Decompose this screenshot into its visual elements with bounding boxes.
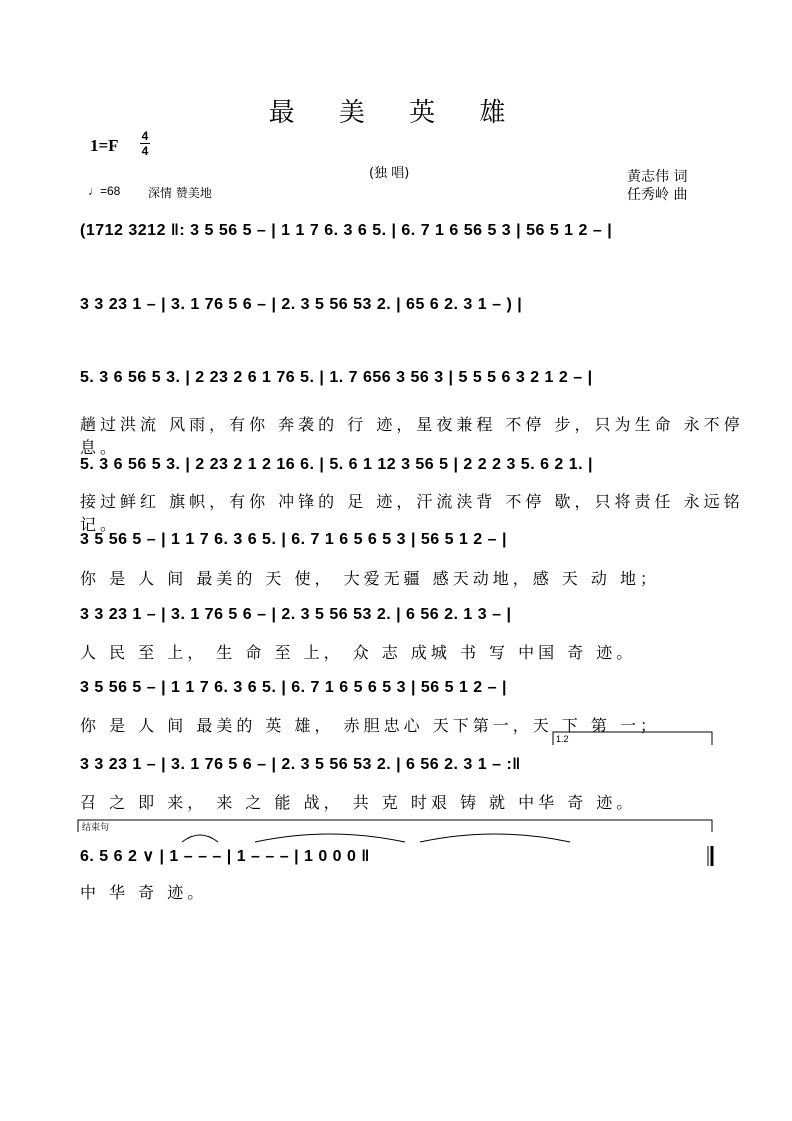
music-line-7: 3 5 56 5 – | 1 1 7 6. 3 6 5. | 6. 7 1 6 5 6 5 3 | 56 5 1 2 – | (80, 679, 507, 696)
music-line-8: 3 3 23 1 – | 3. 1 76 5 6 – | 2. 3 5 56 53 2. | 6 56 2. 3 1 – :‖ (80, 756, 521, 773)
music-line-9: 6. 5 6 2 ∨ | 1 – – – | 1 – – – | 1 0 0 0 ‖ (80, 848, 370, 865)
tempo-marking: ♩=68 (88, 184, 121, 198)
key-signature: 1=F (90, 136, 119, 155)
time-signature-top: 4 (141, 129, 149, 143)
music-line-5: 3 5 56 5 – | 1 1 7 6. 3 6 5. | 6. 7 1 6 5 6 5 3 | 56 5 1 2 – | (80, 531, 507, 548)
coda-label: 结束句 (82, 822, 110, 832)
composer-credit: 任秀岭 曲 (627, 187, 688, 203)
song-title: 最 美 英 雄 (268, 98, 524, 128)
expression-marking: 深情 赞美地 (148, 186, 212, 200)
lyric-line-7: 中 华 奇 迹。 (80, 883, 208, 902)
lyric-line-4: 人 民 至 上， 生 命 至 上， 众 志 成城 书 写 中国 奇 迹。 (80, 643, 637, 662)
lyric-line-3: 你 是 人 间 最美的 天 使， 大爱无疆 感天动地，感 天 动 地； (80, 569, 660, 588)
lyric-line-5: 你 是 人 间 最美的 英 雄， 赤胆忠心 天下第一，天 下 第 一； (80, 716, 660, 735)
lyric-line-1: 趟过洪流 风雨，有你 奔袭的 行 迹，星夜兼程 不停 步，只为生命 永不停 息。 (80, 415, 744, 457)
lyric-line-6: 召 之 即 来， 来 之 能 战， 共 克 时艰 铸 就 中华 奇 迹。 (80, 793, 637, 812)
music-line-6: 3 3 23 1 – | 3. 1 76 5 6 – | 2. 3 5 56 53 2. | 6 56 2. 1 3 – | (80, 606, 512, 623)
lyric-line-2: 接过鲜红 旗帜，有你 冲锋的 足 迹，汗流浃背 不停 歇，只将责任 永远铭 记。 (80, 492, 744, 534)
lyricist-credit: 黄志伟 词 (627, 169, 688, 185)
music-line-4: 5. 3 6 56 5 3. | 2 23 2 1 2 16 6. | 5. 6 1 12 3 56 5 | 2 2 2 3 5. 6 2 1. | (80, 456, 594, 473)
volta-label: 1.2 (556, 734, 569, 744)
music-line-2: 3 3 23 1 – | 3. 1 76 5 6 – | 2. 3 5 56 53 2. | 65 6 2. 3 1 – ) | (80, 296, 523, 313)
music-line-1: (1712 3212 ‖: 3 5 56 5 – | 1 1 7 6. 3 6 5. | 6. 7 1 6 56 5 3 | 56 5 1 2 – | (80, 222, 613, 239)
music-line-3: 5. 3 6 56 5 3. | 2 23 2 6 1 76 5. | 1. 7 656 3 56 3 | 5 5 5 6 3 2 1 2 – | (80, 369, 593, 386)
time-signature-bottom: 4 (141, 144, 149, 158)
performance-note: (独 唱) (369, 166, 410, 181)
